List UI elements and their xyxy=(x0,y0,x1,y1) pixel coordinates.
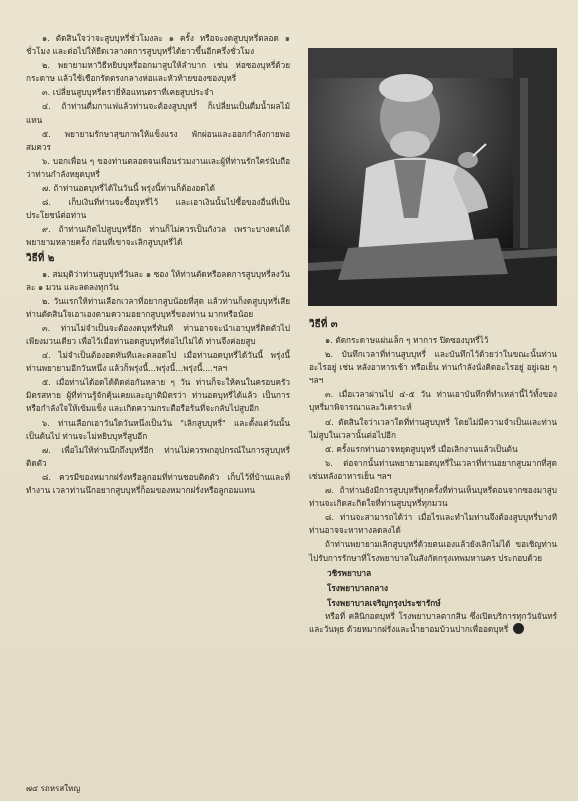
hospital-name: โรงพยาบาลเจริญกรุงประชารักษ์ xyxy=(327,597,441,608)
paragraph: ๘. เก็บเงินที่ท่านจะซื้อบุหรี่ไว้ และเอาเงินนั้นไปซื้อของอื่นที่เป็นประโยชน์ต่อท่าน xyxy=(26,197,290,221)
paragraph: ๓. เปลี่ยนสูบบุหรี่ตรายี่ห้อแทนตราที่เคยสูบประจำ xyxy=(42,87,214,98)
method2-heading: วิธีที่ ๒ xyxy=(26,252,55,264)
paragraph: ๓. เมื่อเวลาผ่านไป ๔-๕ วัน ท่านเอาบันทึกที่ทำเหล่านี้ไว้ทั้งของบุหรี่มาพิจารณาและวิเคราะห์ xyxy=(309,389,557,413)
page-footer: ๗๔ รถหรสใหญ xyxy=(26,784,81,793)
paragraph: ๗. ถ้าท่านยังมีการสูบบุหรี่ทุกครั้งที่ท่านเห็นบุหรี่ตอนจากซองมาสูบท่านจะเกิดสะกิดใจที่ท่านสูบบุหรี่ทุกมวน xyxy=(309,485,557,509)
paragraph: ๘. ควรมีของหมากฝรั่งหรือลูกอมที่ท่านชอบติดตัว เก็บไว้ที่บ้านและที่ทำงาน เวลาท่านนึกอยากสูบบุหรี่ก็อมของหมากฝรั่งหรือลูกอมแทน xyxy=(26,471,290,495)
left-column xyxy=(26,32,290,498)
paragraph: ๒. บันทึกเวลาที่ท่านสูบบุหรี่ และบันทึกไว้ด้วยว่าในขณะนั้นท่านอะไรอยู่ เช่น หลังอาหารเช้า หรือเย็น ท่านกำลังนั่งคิดอะไรอยู่ อยู่เฉย ๆ ฯลฯ xyxy=(309,349,557,386)
method3-heading: วิธีที่ ๓ xyxy=(309,319,338,330)
paragraph: ๙. ถ้าท่านเกิดไปสูบบุหรี่อีก ท่านก็ไม่ควรเป็นกังวล เพราะบางคนได้พยายามหลายครั้ง ก่อนที่เขาจะเลิกสูบบุหรี่ได้ xyxy=(26,224,290,248)
paragraph: ๕. พยายามรักษาสุขภาพให้แข็งแรง พักผ่อนและออกกำลังกายพอสมควร xyxy=(26,128,290,152)
paragraph: ๕. เมื่อท่านได้อดได้ติดต่อกันหลาย ๆ วัน ท่านก็จะให้คนในครอบครัว มิตรสหาย ผู้ที่ท่านรู้จักคุ้นเคยและญาติมิตรว่า ท่านอดบุหรี่ได้แล้ว เป็นการหรือกำลังใจให้เข้มแข็ง และเกิดความกระตือรือร้นที่จะกลับไปสูบอีก xyxy=(26,377,290,414)
signoff-paragraph xyxy=(309,610,557,636)
paragraph: ๒. พยายามหาวิธีหยิบบุหรี่ออกมาสูบให้ลำบาก เช่น ห่อซองบุหรี่ด้วยกระดาษ แล้วใช้เชือกรัดตรงกลางห่อและหัวท้ายของซองบุหรี่ xyxy=(26,60,290,84)
paragraph: ๑. ตัดกระดาษแผ่นเล็ก ๆ ทาการ ปิดซองบุหรี่ไว้ xyxy=(325,335,489,345)
hospital-name: โรงพยาบาลกลาง xyxy=(327,582,388,593)
paragraph: ๖. ท่านเลือกเอาวันใดวันหนึ่งเป็นวัน "เลิกสูบบุหรี่" และตั้งแต่วันนั้นเป็นต้นไป ท่านจะไม่หยิบบุหรี่สูบอีก xyxy=(26,417,290,441)
closing-paragraph: ถ้าท่านพยายามเลิกสูบบุหรี่ด้วยตนเองแล้วยังเลิกไม่ได้ ขอเชิญท่านไปรับการรักษาที่โรงพยาบาลในสังกัดกรุงเทพมหานคร ประกอบด้วย xyxy=(309,539,557,563)
paragraph: ๒. วันแรกให้ท่านเลือกเวลาที่อยากสูบน้อยที่สุด แล้วท่านก็งดสูบบุหรี่เสีย ท่านตัดสินใจเอาเองตามความอยากสูบบุหรี่ของท่าน มากหรือน้อย xyxy=(26,295,290,319)
paragraph: ๖. บอกเพื่อน ๆ ของท่านตลอดจนเพื่อนร่วมงานและผู้ที่ท่านรักใคร่นับถือว่าท่านกำลังหยุดบุหรี่ xyxy=(26,155,290,179)
paragraph: ๔. ไม่จำเป็นต้องอดทันทีและตลอดไป เมื่อท่านอดบุหรี่ได้วันนี้ พรุ่งนี้ท่านพยายามอีกวันหนึ่ง แล้วก็พรุ่งนี้...พรุ่งนี้...พรุ่งนี้....ฯลฯ xyxy=(26,350,290,374)
paragraph: ๔. ถ้าท่านดื่มกาแฟแล้วท่านจะต้องสูบบุหรี่ ก็เปลี่ยนเป็นดื่มน้ำผลไม้แทน xyxy=(26,101,290,125)
paragraph: ๑. ตัดสินใจว่าจะสูบบุหรี่ชั่วโมงละ ๑ ครั้ง หรือจะงดสูบบุหรี่ตลอด ๑ ชั่วโมง และต่อไปให้ยืดเวลางดการสูบบุหรี่ได้ยาวขึ้นอีกครึ่งชั่วโมง xyxy=(26,33,290,57)
right-column xyxy=(309,316,557,637)
paragraph: ๗. เพื่อไม่ให้ท่านนึกถึงบุหรี่อีก ท่านไม่ควรพกอุปกรณ์ในการสูบบุหรี่ติดตัว xyxy=(26,444,290,468)
signoff-text: หรือที่ คลินิกอดบุหรี่ โรงพยาบาลตากสิน ซึ่งเปิดบริการทุกวันจันทร์และวันพุธ ด้วยหมากฝรั่งและน้ำยาอมบ้วนปากเพื่ออดบุหรี่ xyxy=(309,610,557,634)
paragraph: ๗. ถ้าท่านอดบุหรี่ได้ในวันนี้ พรุ่งนี้ท่านก็ต้องอดได้ xyxy=(42,183,215,194)
paragraph: ๓. ท่านไม่จำเป็นจะต้องงดบุหรี่ทันที ท่านอาจจะนำเอาบุหรี่ติดตัวไปเพียงมวนเดียว เพื่อไว้เมื่อท่านอดสูบบุหรี่ต่อไปไม่ได้ ท่านจึงค่อยสูบ xyxy=(26,322,290,346)
photo-illustration xyxy=(308,48,557,306)
paragraph: ๔. ตัดสินใจว่าเวลาใดที่ท่านสูบบุหรี่ โดยไม่มีความจำเป็นและท่านไม่สูบในเวลานั้นต่อไปอีก xyxy=(309,416,557,440)
paragraph: ๑. สมมุติว่าท่านสูบบุหรี่วันละ ๑ ซอง ให้ท่านตัดหรือลดการสูบบุหรี่ลงวันละ ๑ มวน และลดลงทุกวัน xyxy=(26,268,290,292)
paragraph: ๘. ท่านจะสามารถได้ว่า เมื่อไรและทำไมท่านจึงต้องสูบบุหรี่บางทีท่านอาจจะหาทางลดลงได้ xyxy=(309,512,557,536)
hospital-name: วชิรพยาบาล xyxy=(327,567,372,578)
end-mark-icon xyxy=(513,623,524,634)
paragraph: ๕. ครั้งแรกท่านอาจหยุดสูบบุหรี่ เมื่อเลิกงานแล้วเป็นต้น xyxy=(325,443,518,454)
paragraph: ๖. ต่อจากนั้นท่านพยายามอดบุหรี่ในเวลาที่ท่านอยากสูบมากที่สุด เช่นหลังอาหารเย็น ฯลฯ xyxy=(309,457,557,481)
elderly-man-smoking-photo xyxy=(308,48,557,306)
